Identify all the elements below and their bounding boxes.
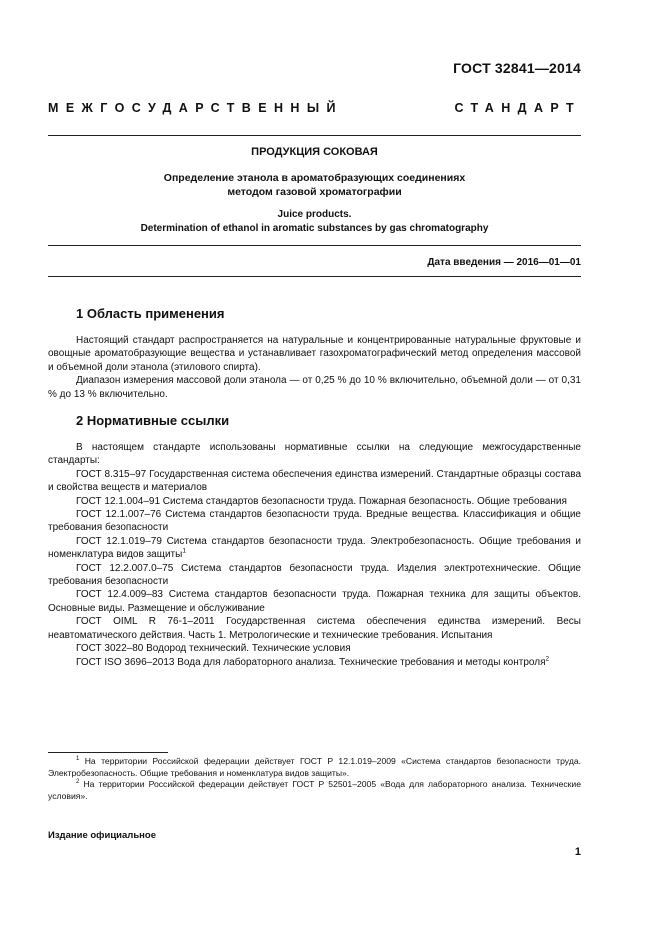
banner-right: СТАНДАРТ — [454, 101, 581, 115]
reference-item: ГОСТ 12.1.007–76 Система стандартов безопасности труда. Вредные вещества. Классификация и общие требования безопасности — [48, 509, 581, 534]
footnote-1 — [48, 756, 581, 779]
footnote-divider — [48, 752, 168, 753]
edition-label: Издание официальное — [48, 830, 156, 841]
footnote-mark-2: 2 — [545, 655, 550, 663]
title-en-line2: Determination of ethanol in aromatic substances by gas chromatography — [140, 223, 489, 234]
reference-text: ГОСТ 12.1.019–79 Система стандартов безопасности труда. Электробезопасность. Общие требования и номенклатура видов защиты — [48, 535, 581, 561]
reference-item — [48, 656, 581, 669]
document-code: ГОСТ 32841—2014 — [453, 60, 581, 76]
page-number: 1 — [574, 846, 581, 858]
reference-item — [48, 535, 581, 562]
header-divider — [48, 135, 581, 136]
footnotes — [48, 756, 581, 802]
footnote-1-text: На территории Российской федерации действует ГОСТ Р 12.1.019–2009 «Система стандартов безопасности труда. Электробезопасность. Общие требования и номенклатура видов защиты». — [48, 756, 581, 778]
section-1-heading: 1 Область применения — [76, 306, 225, 321]
section-1-paragraph: Настоящий стандарт распространяется на натуральные и концентрированные натуральные фруктовые и овощные ароматобразующие вещества и устанавливает газохроматографический метод определения массовой и объемной доли этанола (этилового спирта). — [48, 335, 581, 373]
section-2-intro: В настоящем стандарте использованы нормативные ссылки на следующие межгосударственные стандарты: — [48, 442, 581, 467]
title-en-line1: Juice products. — [277, 209, 352, 220]
reference-item: ГОСТ 12.1.004–91 Система стандартов безопасности труда. Пожарная безопасность. Общие требования — [76, 495, 567, 507]
title-ru-sub-line2: методом газовой хроматографии — [227, 186, 402, 198]
standard-banner — [48, 101, 581, 115]
banner-left: МЕЖГОСУДАРСТВЕННЫЙ — [48, 101, 343, 115]
section-1-body — [48, 334, 581, 401]
section-2-body — [48, 441, 581, 669]
introduction-date: Дата введения — 2016—01—01 — [427, 257, 581, 268]
footnote-2-mark: 2 — [76, 779, 80, 786]
footnote-2-text: На территории Российской федерации действует ГОСТ Р 52501–2005 «Вода для лабораторного анализа. Технические условия». — [48, 779, 582, 801]
reference-text: ГОСТ ISO 3696–2013 Вода для лабораторного анализа. Технические требования и методы контроля — [76, 656, 546, 668]
title-divider — [48, 245, 581, 246]
reference-item: ГОСТ 8.315–97 Государственная система обеспечения единства измерений. Стандартные образцы состава и свойства веществ и материалов — [48, 468, 581, 494]
title-ru-sub-line1: Определение этанола в ароматобразующих соединениях — [163, 172, 466, 184]
date-divider — [48, 276, 581, 277]
title-en — [48, 208, 581, 236]
section-2-heading: 2 Нормативные ссылки — [76, 413, 230, 428]
section-1-paragraph: Диапазон измерения массовой доли этанола — от 0,25 % до 10 % включительно, объемной доли — от 0,31 % до 13 % включительно. — [48, 375, 581, 400]
reference-item: ГОСТ 3022–80 Водород технический. Технические условия — [76, 643, 351, 655]
reference-item: ГОСТ 12.2.007.0–75 Система стандартов безопасности труда. Изделия электротехнические. Общие требования безопасности — [48, 562, 581, 588]
reference-item: ГОСТ OIML R 76-1–2011 Государственная система обеспечения единства измерений. Весы неавтоматического действия. Часть 1. Метрологические и технические требования. Испытания — [48, 616, 581, 641]
footnote-1-mark: 1 — [76, 756, 80, 763]
title-ru-sub — [48, 171, 581, 199]
reference-item: ГОСТ 12.4.009–83 Система стандартов безопасности труда. Пожарная техника для защиты объектов. Основные виды. Размещение и обслуживание — [48, 589, 581, 614]
footnote-2 — [48, 779, 581, 802]
title-ru-main: ПРОДУКЦИЯ СОКОВАЯ — [251, 146, 378, 158]
footnote-mark-1: 1 — [182, 547, 186, 555]
